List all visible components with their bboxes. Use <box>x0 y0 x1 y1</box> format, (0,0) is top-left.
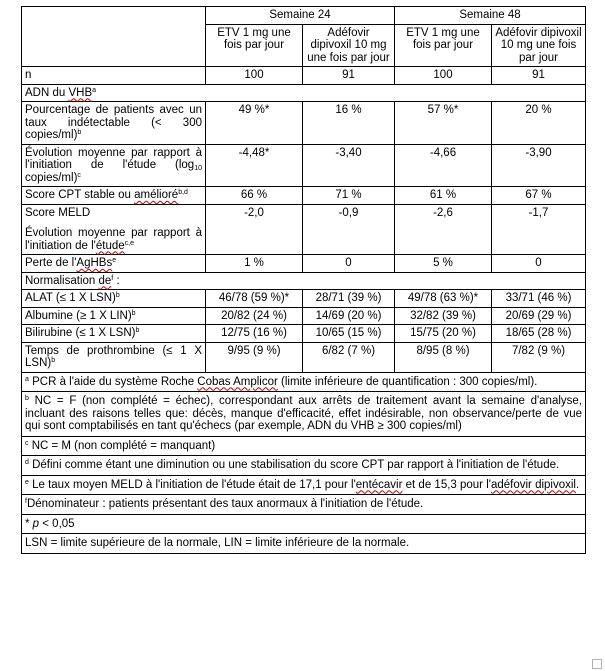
cell: 12/75 (16 %) <box>206 325 303 343</box>
header-week-48: Semaine 48 <box>395 7 586 25</box>
cell: 20 % <box>492 102 586 145</box>
resize-handle-icon <box>592 659 602 669</box>
footnote: $^d$ Défini comme étant une diminution ou une stabilisation du score CPT par rapport à l'initiation de l'étude. <box>22 456 586 476</box>
footnote: $^c$ NC = M (non complété = manquant) <box>22 436 586 456</box>
header-row-weeks <box>22 7 586 25</box>
footnote-d <box>22 456 586 476</box>
section-label: Normalisation $de^f$ : <box>22 272 586 290</box>
cell: 18/65 (28 %) <box>492 325 586 343</box>
row-label: Pourcentage de patients avec un taux indétectable (< 300 copies/ml)$^b$ <box>22 102 206 145</box>
cell: 1 % <box>206 255 303 273</box>
row-label: Évolution moyenne par rapport à l'initiation de l'étude ($\log_{10}$ copies/ml)$^c$ <box>22 144 206 187</box>
row-label: Bilirubine (≤ 1 X LSN)$^b$ <box>22 325 206 343</box>
cell: 91 <box>303 67 395 85</box>
cell: 8/95 (8 %) <box>395 342 492 372</box>
cell: 15/75 (20 %) <box>395 325 492 343</box>
cell: -0,9 <box>303 204 395 255</box>
header-week-24: Semaine 24 <box>206 7 395 25</box>
footnote-a <box>22 372 586 392</box>
cell: 7/82 (9 %) <box>492 342 586 372</box>
cell: 10/65 (15 %) <box>303 325 395 343</box>
row-label: Albumine (≥ 1 X LIN)$^b$ <box>22 307 206 325</box>
header-adv-48: Adéfovir dipivoxil 10 mg une fois par jour <box>492 24 586 67</box>
row-meld <box>22 204 586 255</box>
cell: 49 %* <box>206 102 303 145</box>
cell: -3,90 <box>492 144 586 187</box>
row-albumine <box>22 307 586 325</box>
row-section-adn <box>22 84 586 102</box>
cell: -2,0 <box>206 204 303 255</box>
footnote-p <box>22 514 586 534</box>
cell: 100 <box>206 67 303 85</box>
cell: 6/82 (7 %) <box>303 342 395 372</box>
footnote-c <box>22 436 586 456</box>
cell: 33/71 (46 %) <box>492 290 586 308</box>
cell: 61 % <box>395 187 492 205</box>
cell: 91 <box>492 67 586 85</box>
cell: -4,66 <box>395 144 492 187</box>
footnote-b <box>22 392 586 437</box>
header-empty <box>22 7 206 67</box>
header-etv-48: ETV 1 mg une fois par jour <box>395 24 492 67</box>
cell: 16 % <box>303 102 395 145</box>
footnote: $^a$ PCR à l'aide du système Roche Cobas Amplicor (limite inférieure de quantification : 300 copies/ml). <box>22 372 586 392</box>
cell: 9/95 (9 %) <box>206 342 303 372</box>
row-n <box>22 67 586 85</box>
header-adv-24: Adéfovir dipivoxil 10 mg une fois par jour <box>303 24 395 67</box>
cell: 32/82 (39 %) <box>395 307 492 325</box>
cell: 5 % <box>395 255 492 273</box>
row-label: ALAT (≤ 1 X LSN)$^b$ <box>22 290 206 308</box>
footnote-e <box>22 475 586 495</box>
cell: 71 % <box>303 187 395 205</box>
cell: 20/69 (29 %) <box>492 307 586 325</box>
cell: 49/78 (63 %)* <box>395 290 492 308</box>
cell: 66 % <box>206 187 303 205</box>
row-label: Temps de prothrombine (≤ 1 X LSN)$^b$ <box>22 342 206 372</box>
header-etv-24: ETV 1 mg une fois par jour <box>206 24 303 67</box>
cell: -4,48* <box>206 144 303 187</box>
row-cpt <box>22 187 586 205</box>
row-label: Score MELD Évolution moyenne par rapport à l'initiation de l'étude$^{c,e}$ <box>22 204 206 255</box>
footnote: $^b$ NC = F (non complété = échec), correspondant aux arrêts de traitement avant la semaine d'analyse, incluant des raisons telles que: décès, manque d'efficacité, effet indésirable, non observance/perte de vue qui sont comptabilisés en tant qu'échecs (par exemple, ADN du VHB ≥ 300 copies/ml) <box>22 392 586 437</box>
results-table <box>21 6 586 554</box>
row-hbs-loss <box>22 255 586 273</box>
cell: 14/69 (20 %) <box>303 307 395 325</box>
row-label: n <box>22 67 206 85</box>
cell: 46/78 (59 %)* <box>206 290 303 308</box>
section-label: ADN du VHB$^a$ <box>22 84 586 102</box>
cell: -3,40 <box>303 144 395 187</box>
cell: 0 <box>492 255 586 273</box>
cell: 0 <box>303 255 395 273</box>
footnote: * p < 0,05 <box>22 514 586 534</box>
row-alat <box>22 290 586 308</box>
footnote-lsn <box>22 534 586 554</box>
cell: 20/82 (24 %) <box>206 307 303 325</box>
row-evolution <box>22 144 586 187</box>
row-label: Score CPT stable ou amélioré$^{b,d}$ <box>22 187 206 205</box>
cell: 67 % <box>492 187 586 205</box>
cell: 28/71 (39 %) <box>303 290 395 308</box>
cell: 57 %* <box>395 102 492 145</box>
footnote-f <box>22 495 586 515</box>
footnote: LSN = limite supérieure de la normale, LIN = limite inférieure de la normale. <box>22 534 586 554</box>
row-section-normalisation <box>22 272 586 290</box>
row-bilirubine <box>22 325 586 343</box>
row-undetectable <box>22 102 586 145</box>
footnote: $^f$Dénominateur : patients présentant des taux anormaux à l'initiation de l'étude. <box>22 495 586 515</box>
cell: -1,7 <box>492 204 586 255</box>
row-label: Perte de l'AgHBs$^e$ <box>22 255 206 273</box>
cell: 100 <box>395 67 492 85</box>
footnote: $^e$ Le taux moyen MELD à l'initiation de l'étude était de 17,1 pour l'entécavir et de 15,3 pour l'adéfovir dipivoxil. <box>22 475 586 495</box>
row-prothrombine <box>22 342 586 372</box>
cell: -2,6 <box>395 204 492 255</box>
